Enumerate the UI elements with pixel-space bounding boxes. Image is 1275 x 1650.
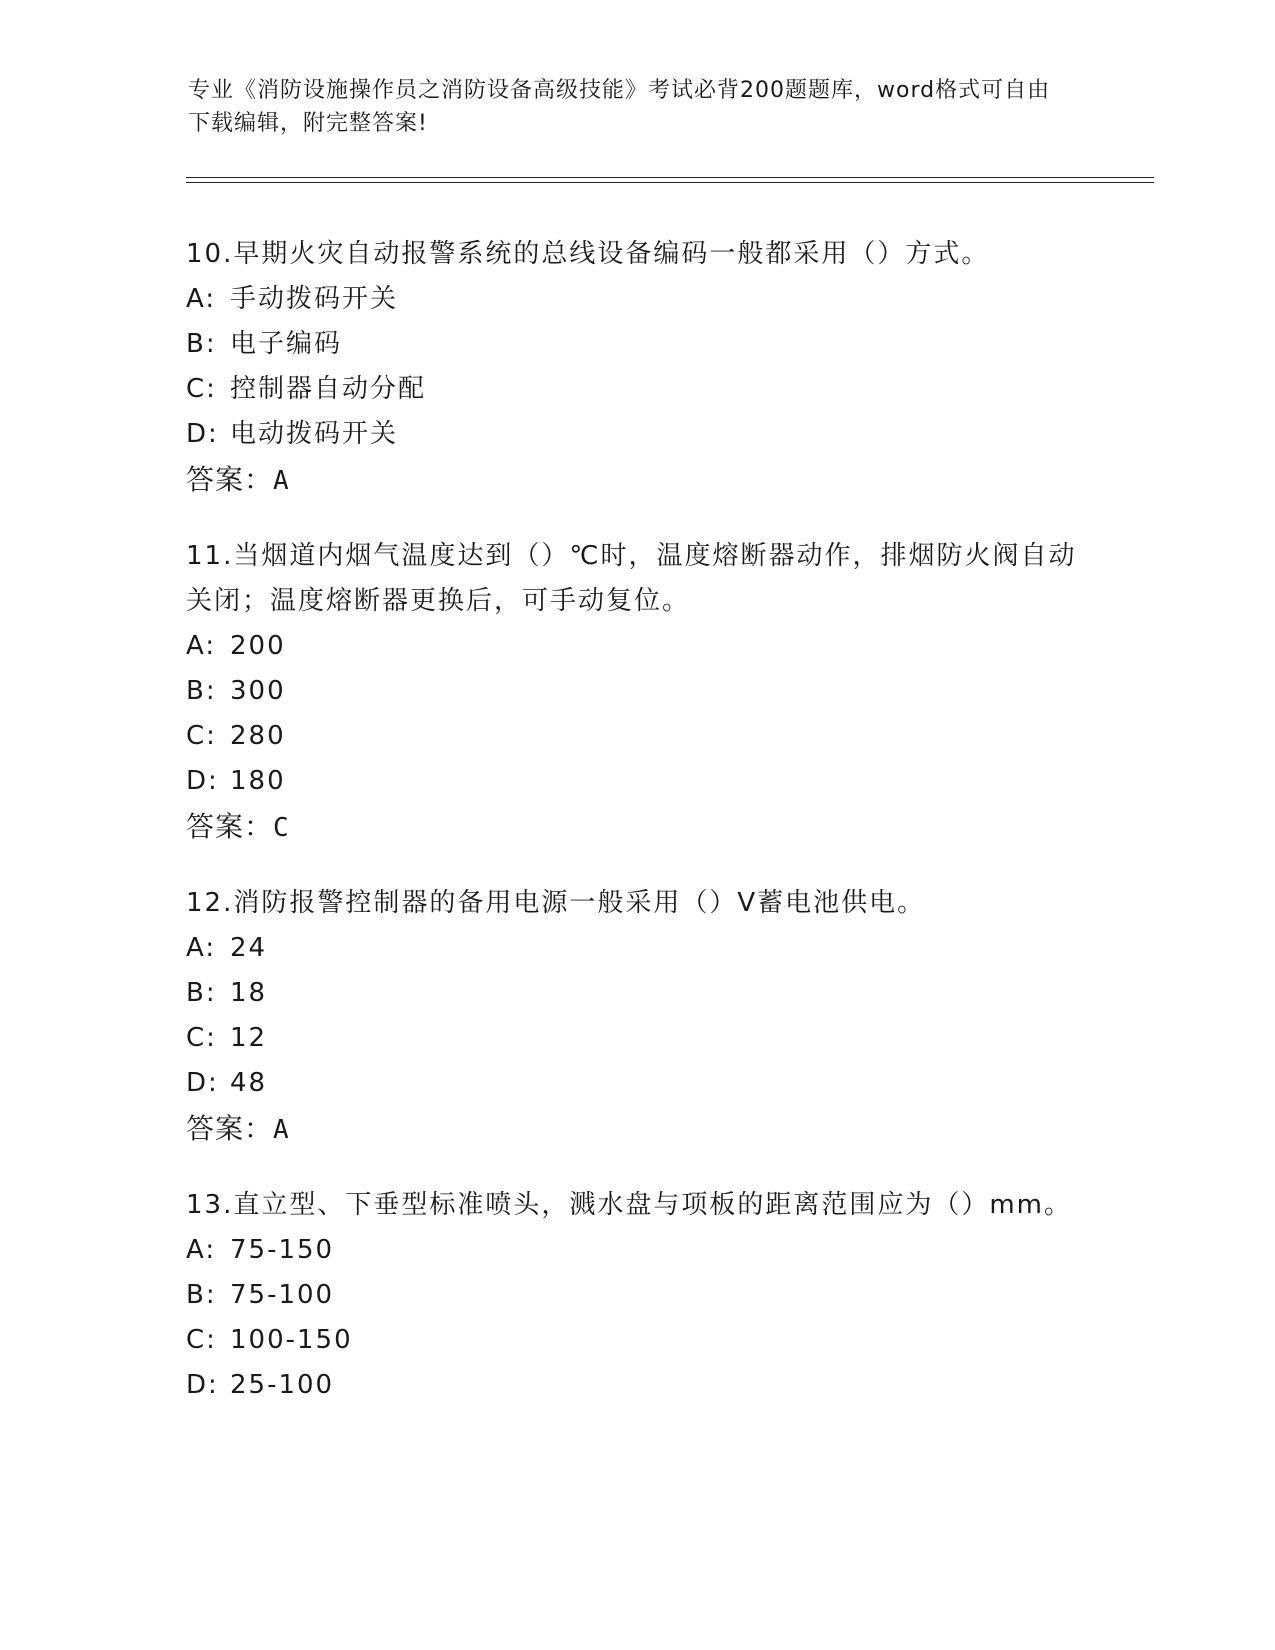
- option-letter: B:: [186, 676, 217, 706]
- option-c: [186, 1016, 1086, 1061]
- option-letter: B:: [186, 1280, 217, 1310]
- option-letter: C:: [186, 721, 217, 751]
- option-letter: A:: [186, 284, 217, 314]
- option-text: 75-100: [230, 1280, 335, 1310]
- option-text: 24: [230, 933, 268, 963]
- option-text: 12: [230, 1023, 268, 1053]
- option-c: [186, 714, 1086, 759]
- option-a: [186, 277, 1086, 322]
- option-letter: C:: [186, 1023, 217, 1053]
- option-a: [186, 1228, 1086, 1273]
- question-stem: 11.当烟道内烟气温度达到（）℃时，温度熔断器动作，排烟防火阀自动关闭；温度熔断器更换后，可手动复位。: [186, 541, 1077, 616]
- option-b: [186, 1273, 1086, 1318]
- option-text: 48: [230, 1068, 268, 1098]
- option-c: [186, 367, 1086, 412]
- answer-value: A: [273, 466, 290, 496]
- option-letter: C:: [186, 374, 217, 404]
- option-text: 25-100: [230, 1370, 335, 1400]
- answer-value: A: [273, 1115, 290, 1145]
- option-a: [186, 624, 1086, 669]
- header-divider-bottom: [186, 182, 1154, 183]
- answer-label: 答案：: [186, 810, 274, 843]
- option-letter: D:: [186, 1068, 219, 1098]
- option-text: 100-150: [230, 1325, 353, 1355]
- question-13: [186, 1183, 1086, 1408]
- question-stem: 10.早期火灾自动报警系统的总线设备编码一般都采用（）方式。: [186, 239, 990, 269]
- option-text: 180: [230, 766, 286, 796]
- option-text: 电子编码: [230, 329, 343, 359]
- option-d: [186, 412, 1086, 457]
- option-d: [186, 1363, 1086, 1408]
- answer-label: 答案：: [186, 463, 274, 496]
- option-text: 18: [230, 978, 268, 1008]
- header-divider-top: [186, 177, 1154, 178]
- question-list: [186, 232, 1086, 1438]
- option-letter: B:: [186, 329, 217, 359]
- option-d: [186, 1061, 1086, 1106]
- document-header: 专业《消防设施操作员之消防设备高级技能》考试必背200题题库，word格式可自由下载编辑，附完整答案!: [188, 78, 1051, 136]
- option-letter: D:: [186, 419, 219, 449]
- option-text: 280: [230, 721, 286, 751]
- question-stem: 13.直立型、下垂型标准喷头，溅水盘与项板的距离范围应为（）mm。: [186, 1190, 1073, 1220]
- option-letter: A:: [186, 631, 217, 661]
- answer-line: [186, 1106, 1086, 1153]
- option-letter: D:: [186, 766, 219, 796]
- option-letter: A:: [186, 933, 217, 963]
- option-d: [186, 759, 1086, 804]
- option-text: 300: [230, 676, 286, 706]
- option-a: [186, 926, 1086, 971]
- answer-value: C: [273, 813, 290, 843]
- option-c: [186, 1318, 1086, 1363]
- answer-line: [186, 804, 1086, 851]
- option-letter: B:: [186, 978, 217, 1008]
- option-text: 200: [230, 631, 286, 661]
- option-text: 控制器自动分配: [230, 374, 427, 404]
- option-text: 手动拨码开关: [230, 284, 399, 314]
- option-text: 电动拨码开关: [230, 419, 399, 449]
- option-b: [186, 322, 1086, 367]
- option-letter: C:: [186, 1325, 217, 1355]
- option-b: [186, 669, 1086, 714]
- answer-line: [186, 457, 1086, 504]
- answer-label: 答案：: [186, 1112, 274, 1145]
- option-letter: A:: [186, 1235, 217, 1265]
- question-12: [186, 881, 1086, 1153]
- question-stem: 12.消防报警控制器的备用电源一般采用（）V蓄电池供电。: [186, 888, 926, 918]
- option-letter: D:: [186, 1370, 219, 1400]
- option-b: [186, 971, 1086, 1016]
- question-11: [186, 534, 1086, 851]
- option-text: 75-150: [230, 1235, 335, 1265]
- question-10: [186, 232, 1086, 504]
